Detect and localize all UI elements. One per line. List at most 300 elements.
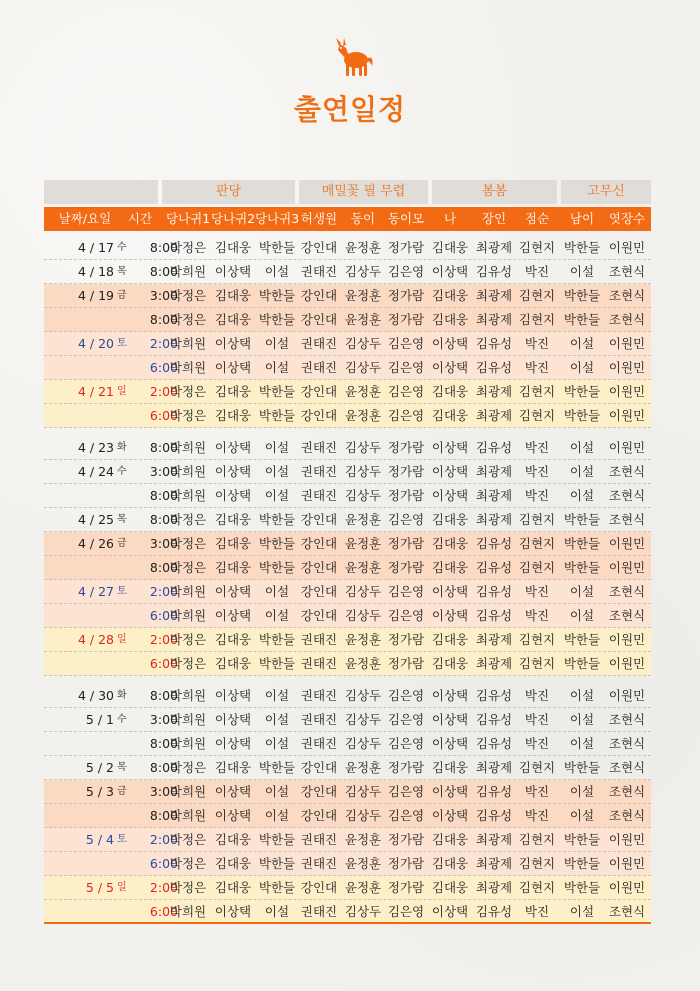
cast-cell: 박정은	[169, 880, 207, 895]
cast-cell: 강인대	[300, 608, 338, 623]
date-cell	[44, 604, 114, 628]
time-cell: 6:00	[149, 408, 178, 423]
cast-cell: 박정은	[169, 656, 207, 671]
cast-cell: 정가람	[387, 832, 425, 847]
cast-cell: 이설	[264, 336, 290, 351]
date-cell: 4 / 30	[77, 688, 114, 703]
cast-cell: 김현지	[518, 512, 556, 527]
cast-cell: 박희원	[169, 440, 207, 455]
cast-cell: 강인대	[300, 784, 338, 799]
table-row	[44, 380, 651, 404]
cast-cell: 김유성	[475, 784, 513, 799]
weekday-cell: 화	[117, 442, 127, 453]
date-cell: 5 / 4	[85, 832, 114, 847]
date-cell	[44, 652, 114, 676]
cast-cell: 이설	[569, 584, 595, 599]
cast-cell: 이상택	[431, 440, 469, 455]
cast-cell: 김유성	[475, 904, 513, 919]
cast-cell: 윤정훈	[344, 760, 382, 775]
weekday-cell: 일	[117, 386, 127, 397]
cast-cell: 이상택	[214, 440, 252, 455]
cast-cell: 최광제	[475, 384, 513, 399]
table-row	[44, 604, 651, 628]
cast-cell: 박한들	[258, 384, 296, 399]
cast-cell: 김은영	[387, 384, 425, 399]
cast-cell: 박한들	[258, 656, 296, 671]
column-header: 점순	[524, 211, 550, 226]
cast-cell: 김현지	[518, 656, 556, 671]
column-header: 날짜/요일	[58, 211, 112, 226]
table-row	[44, 260, 651, 284]
cast-cell: 이상택	[431, 608, 469, 623]
cast-cell: 박진	[524, 808, 550, 823]
cast-cell: 조현식	[608, 464, 646, 479]
cast-cell: 박진	[524, 584, 550, 599]
cast-cell: 박진	[524, 608, 550, 623]
cast-cell: 김현지	[518, 560, 556, 575]
cast-cell: 김현지	[518, 856, 556, 871]
cast-cell: 정가람	[387, 560, 425, 575]
weekday-cell	[117, 556, 133, 580]
cast-cell: 이설	[264, 688, 290, 703]
cast-cell: 이원민	[608, 632, 646, 647]
cast-cell: 박진	[524, 264, 550, 279]
cast-cell: 이상택	[214, 264, 252, 279]
weekday-cell: 일	[117, 882, 127, 893]
cast-cell: 이상택	[431, 784, 469, 799]
weekday-cell: 화	[117, 690, 127, 701]
cast-cell: 김대웅	[431, 240, 469, 255]
cast-cell: 이설	[264, 440, 290, 455]
cast-cell: 최광제	[475, 464, 513, 479]
cast-cell: 김대웅	[214, 312, 252, 327]
weekday-cell: 목	[117, 762, 127, 773]
cast-cell: 박정은	[169, 632, 207, 647]
cast-cell: 이원민	[608, 560, 646, 575]
time-cell: 8:00	[149, 240, 178, 255]
cast-cell: 이상택	[431, 584, 469, 599]
weekday-cell	[117, 484, 133, 508]
cast-cell: 박희원	[169, 336, 207, 351]
time-cell: 2:00	[149, 832, 178, 847]
cast-cell: 김상두	[344, 360, 382, 375]
cast-cell: 김상두	[344, 608, 382, 623]
date-cell	[44, 556, 114, 580]
cast-cell: 윤정훈	[344, 240, 382, 255]
cast-cell: 권태진	[300, 688, 338, 703]
cast-cell: 이원민	[608, 832, 646, 847]
weekday-cell: 금	[117, 538, 127, 549]
cast-cell: 이원민	[608, 336, 646, 351]
page-title: 출연일정	[293, 93, 407, 126]
cast-cell: 박정은	[169, 760, 207, 775]
table-row	[44, 484, 651, 508]
cast-cell: 박정은	[169, 560, 207, 575]
cast-cell: 김대웅	[431, 288, 469, 303]
weekday-cell: 수	[117, 242, 127, 253]
date-cell	[44, 404, 114, 428]
cast-cell: 김대웅	[431, 880, 469, 895]
cast-cell: 조현식	[608, 736, 646, 751]
cast-cell: 김은영	[387, 512, 425, 527]
weekday-cell	[117, 604, 133, 628]
time-cell: 2:00	[149, 384, 178, 399]
column-header: 나	[443, 211, 457, 226]
cast-cell: 정가람	[387, 856, 425, 871]
cast-cell: 박희원	[169, 264, 207, 279]
cast-cell: 김상두	[344, 904, 382, 919]
date-cell: 5 / 1	[85, 712, 114, 727]
cast-cell: 윤정훈	[344, 312, 382, 327]
cast-cell: 김유성	[475, 688, 513, 703]
cast-cell: 김현지	[518, 384, 556, 399]
cast-cell: 이원민	[608, 536, 646, 551]
cast-cell: 박한들	[563, 536, 601, 551]
table-row	[44, 756, 651, 780]
cast-cell: 김대웅	[214, 856, 252, 871]
cast-cell: 이상택	[431, 464, 469, 479]
cast-cell: 김은영	[387, 808, 425, 823]
date-cell: 4 / 21	[77, 384, 114, 399]
time-cell: 8:00	[149, 440, 178, 455]
group-blank	[44, 180, 158, 204]
cast-cell: 김유성	[475, 360, 513, 375]
cast-cell: 이상택	[431, 688, 469, 703]
cast-cell: 이상택	[214, 736, 252, 751]
cast-cell: 이상택	[214, 464, 252, 479]
table-row	[44, 804, 651, 828]
cast-cell: 김대웅	[431, 408, 469, 423]
column-header: 당나귀2	[211, 211, 256, 226]
time-cell: 2:00	[149, 880, 178, 895]
cast-cell: 박한들	[258, 832, 296, 847]
cast-cell: 이상택	[214, 784, 252, 799]
cast-cell: 이원민	[608, 360, 646, 375]
cast-cell: 정가람	[387, 656, 425, 671]
cast-cell: 박희원	[169, 584, 207, 599]
weekday-cell	[117, 308, 133, 332]
weekday-cell	[117, 652, 133, 676]
cast-cell: 최광제	[475, 408, 513, 423]
time-cell: 3:00	[149, 536, 178, 551]
cast-cell: 박한들	[563, 560, 601, 575]
cast-cell: 김대웅	[431, 632, 469, 647]
cast-cell: 이상택	[431, 904, 469, 919]
group-header-pandang: 판당	[162, 180, 295, 204]
cast-cell: 강인대	[300, 760, 338, 775]
cast-cell: 정가람	[387, 440, 425, 455]
cast-cell: 강인대	[300, 408, 338, 423]
cast-cell: 박한들	[563, 408, 601, 423]
date-cell: 4 / 27	[77, 584, 114, 599]
cast-cell: 최광제	[475, 656, 513, 671]
cast-cell: 이상택	[214, 808, 252, 823]
cast-cell: 이상택	[214, 608, 252, 623]
cast-cell: 이원민	[608, 656, 646, 671]
cast-cell: 박진	[524, 736, 550, 751]
cast-cell: 김현지	[518, 632, 556, 647]
cast-cell: 김대웅	[214, 288, 252, 303]
cast-cell: 박진	[524, 464, 550, 479]
group-header-gomusin: 고무신	[561, 180, 651, 204]
cast-cell: 박한들	[258, 408, 296, 423]
cast-cell: 이설	[264, 784, 290, 799]
cast-cell: 윤정훈	[344, 656, 382, 671]
table-row	[44, 900, 651, 924]
cast-cell: 박정은	[169, 856, 207, 871]
date-cell: 4 / 19	[77, 288, 114, 303]
cast-cell: 권태진	[300, 832, 338, 847]
cast-cell: 이설	[264, 736, 290, 751]
cast-cell: 김대웅	[214, 560, 252, 575]
cast-cell: 박희원	[169, 808, 207, 823]
time-cell: 3:00	[149, 464, 178, 479]
cast-cell: 윤정훈	[344, 880, 382, 895]
table-row	[44, 284, 651, 308]
cast-cell: 조현식	[608, 608, 646, 623]
cast-cell: 박한들	[258, 312, 296, 327]
weekday-cell: 목	[117, 266, 127, 277]
cast-cell: 김은영	[387, 784, 425, 799]
cast-cell: 박희원	[169, 784, 207, 799]
table-row	[44, 356, 651, 380]
time-cell: 8:00	[149, 760, 178, 775]
cast-cell: 김대웅	[431, 512, 469, 527]
date-cell	[44, 804, 114, 828]
cast-cell: 이설	[264, 808, 290, 823]
cast-cell: 이원민	[608, 880, 646, 895]
cast-cell: 김유성	[475, 712, 513, 727]
cast-cell: 박희원	[169, 736, 207, 751]
cast-cell: 이설	[264, 488, 290, 503]
cast-cell: 강인대	[300, 560, 338, 575]
table-row	[44, 732, 651, 756]
cast-cell: 김대웅	[431, 856, 469, 871]
cast-cell: 박한들	[258, 856, 296, 871]
cast-cell: 이설	[569, 336, 595, 351]
cast-cell: 김상두	[344, 808, 382, 823]
cast-cell: 박정은	[169, 536, 207, 551]
cast-cell: 이설	[264, 712, 290, 727]
cast-cell: 최광제	[475, 512, 513, 527]
column-header-row	[44, 207, 651, 231]
cast-cell: 박진	[524, 712, 550, 727]
cast-cell: 이설	[264, 584, 290, 599]
cast-cell: 이설	[569, 808, 595, 823]
cast-cell: 김상두	[344, 784, 382, 799]
group-header-memil: 메밀꽃 필 무렵	[299, 180, 428, 204]
column-header: 동이모	[387, 211, 425, 226]
table-row	[44, 308, 651, 332]
cast-cell: 김대웅	[431, 312, 469, 327]
cast-cell: 김대웅	[214, 760, 252, 775]
cast-cell: 김은영	[387, 584, 425, 599]
table-bottom-rule	[44, 922, 651, 924]
date-cell	[44, 484, 114, 508]
cast-cell: 이상택	[214, 488, 252, 503]
cast-cell: 이설	[569, 464, 595, 479]
cast-cell: 정가람	[387, 880, 425, 895]
cast-cell: 김대웅	[214, 632, 252, 647]
cast-cell: 조현식	[608, 512, 646, 527]
date-cell: 4 / 28	[77, 632, 114, 647]
cast-cell: 정가람	[387, 632, 425, 647]
cast-cell: 조현식	[608, 784, 646, 799]
table-row	[44, 828, 651, 852]
cast-cell: 이설	[569, 736, 595, 751]
cast-cell: 박한들	[258, 760, 296, 775]
cast-cell: 김대웅	[431, 760, 469, 775]
cast-cell: 강인대	[300, 512, 338, 527]
cast-cell: 이상택	[431, 360, 469, 375]
group-header-bombom: 봄봄	[432, 180, 557, 204]
cast-cell: 김유성	[475, 536, 513, 551]
time-cell: 8:00	[149, 312, 178, 327]
cast-cell: 윤정훈	[344, 536, 382, 551]
cast-cell: 김은영	[387, 688, 425, 703]
date-cell: 4 / 25	[77, 512, 114, 527]
cast-cell: 이원민	[608, 384, 646, 399]
cast-cell: 박한들	[258, 560, 296, 575]
cast-cell: 박정은	[169, 512, 207, 527]
weekday-cell: 금	[117, 786, 127, 797]
table-row	[44, 780, 651, 804]
cast-cell: 정가람	[387, 536, 425, 551]
weekday-cell	[117, 732, 133, 756]
cast-cell: 윤정훈	[344, 856, 382, 871]
table-row	[44, 460, 651, 484]
time-cell: 6:00	[149, 904, 178, 919]
date-cell	[44, 308, 114, 332]
cast-cell: 이설	[569, 688, 595, 703]
cast-cell: 이설	[569, 440, 595, 455]
cast-cell: 이상택	[431, 488, 469, 503]
cast-cell: 권태진	[300, 360, 338, 375]
date-cell: 4 / 18	[77, 264, 114, 279]
cast-cell: 김상두	[344, 464, 382, 479]
table-row	[44, 508, 651, 532]
cast-cell: 윤정훈	[344, 288, 382, 303]
cast-cell: 김대웅	[214, 656, 252, 671]
cast-cell: 김현지	[518, 312, 556, 327]
cast-cell: 정가람	[387, 464, 425, 479]
time-cell: 6:00	[149, 608, 178, 623]
time-cell: 8:00	[149, 488, 178, 503]
column-header: 엿장수	[608, 211, 646, 226]
cast-cell: 김유성	[475, 264, 513, 279]
cast-cell: 박진	[524, 688, 550, 703]
cast-cell: 김유성	[475, 584, 513, 599]
cast-cell: 박희원	[169, 488, 207, 503]
cast-cell: 최광제	[475, 880, 513, 895]
cast-cell: 권태진	[300, 632, 338, 647]
cast-cell: 이원민	[608, 856, 646, 871]
cast-cell: 박희원	[169, 608, 207, 623]
time-cell: 6:00	[149, 656, 178, 671]
cast-cell: 정가람	[387, 760, 425, 775]
cast-cell: 조현식	[608, 904, 646, 919]
cast-cell: 김은영	[387, 408, 425, 423]
table-row	[44, 556, 651, 580]
time-cell: 8:00	[149, 264, 178, 279]
cast-cell: 이설	[569, 360, 595, 375]
time-cell: 3:00	[149, 712, 178, 727]
weekday-cell: 금	[117, 290, 127, 301]
date-cell: 4 / 17	[77, 240, 114, 255]
cast-cell: 권태진	[300, 336, 338, 351]
cast-cell: 조현식	[608, 488, 646, 503]
table-row	[44, 876, 651, 900]
cast-cell: 박정은	[169, 384, 207, 399]
cast-cell: 김대웅	[214, 880, 252, 895]
donkey-logo-icon	[332, 36, 376, 80]
cast-cell: 이상택	[214, 336, 252, 351]
cast-cell: 김은영	[387, 264, 425, 279]
cast-cell: 최광제	[475, 856, 513, 871]
cast-cell: 김유성	[475, 336, 513, 351]
date-cell: 4 / 20	[77, 336, 114, 351]
table-row	[44, 708, 651, 732]
cast-cell: 김상두	[344, 688, 382, 703]
cast-cell: 박정은	[169, 240, 207, 255]
cast-cell: 김대웅	[214, 536, 252, 551]
cast-cell: 김상두	[344, 712, 382, 727]
cast-cell: 최광제	[475, 312, 513, 327]
cast-cell: 이상택	[431, 712, 469, 727]
time-cell: 2:00	[149, 632, 178, 647]
cast-cell: 김유성	[475, 736, 513, 751]
cast-cell: 권태진	[300, 856, 338, 871]
cast-cell: 조현식	[608, 760, 646, 775]
cast-cell: 강인대	[300, 384, 338, 399]
time-cell: 8:00	[149, 560, 178, 575]
cast-cell: 김유성	[475, 608, 513, 623]
cast-cell: 박정은	[169, 312, 207, 327]
cast-cell: 박진	[524, 336, 550, 351]
cast-cell: 박한들	[563, 656, 601, 671]
cast-cell: 김상두	[344, 264, 382, 279]
cast-cell: 박한들	[563, 880, 601, 895]
weekday-cell: 토	[117, 586, 127, 597]
cast-cell: 김상두	[344, 584, 382, 599]
column-header: 동이	[350, 211, 376, 226]
cast-cell: 김유성	[475, 560, 513, 575]
column-header: 당나귀3	[255, 211, 300, 226]
cast-cell: 조현식	[608, 808, 646, 823]
table-row	[44, 684, 651, 708]
cast-cell: 박한들	[563, 856, 601, 871]
cast-cell: 권태진	[300, 440, 338, 455]
cast-cell: 박한들	[563, 760, 601, 775]
cast-cell: 박진	[524, 784, 550, 799]
cast-cell: 윤정훈	[344, 384, 382, 399]
cast-cell: 김현지	[518, 832, 556, 847]
cast-cell: 김대웅	[214, 408, 252, 423]
cast-cell: 김대웅	[431, 832, 469, 847]
weekday-cell: 일	[117, 634, 127, 645]
cast-cell: 박정은	[169, 288, 207, 303]
cast-cell: 권태진	[300, 712, 338, 727]
cast-cell: 박한들	[258, 536, 296, 551]
cast-cell: 김현지	[518, 408, 556, 423]
weekday-cell	[117, 852, 133, 876]
date-cell: 4 / 26	[77, 536, 114, 551]
column-header: 남이	[569, 211, 595, 226]
cast-cell: 조현식	[608, 264, 646, 279]
table-row	[44, 404, 651, 428]
time-cell: 2:00	[149, 584, 178, 599]
table-row	[44, 580, 651, 604]
